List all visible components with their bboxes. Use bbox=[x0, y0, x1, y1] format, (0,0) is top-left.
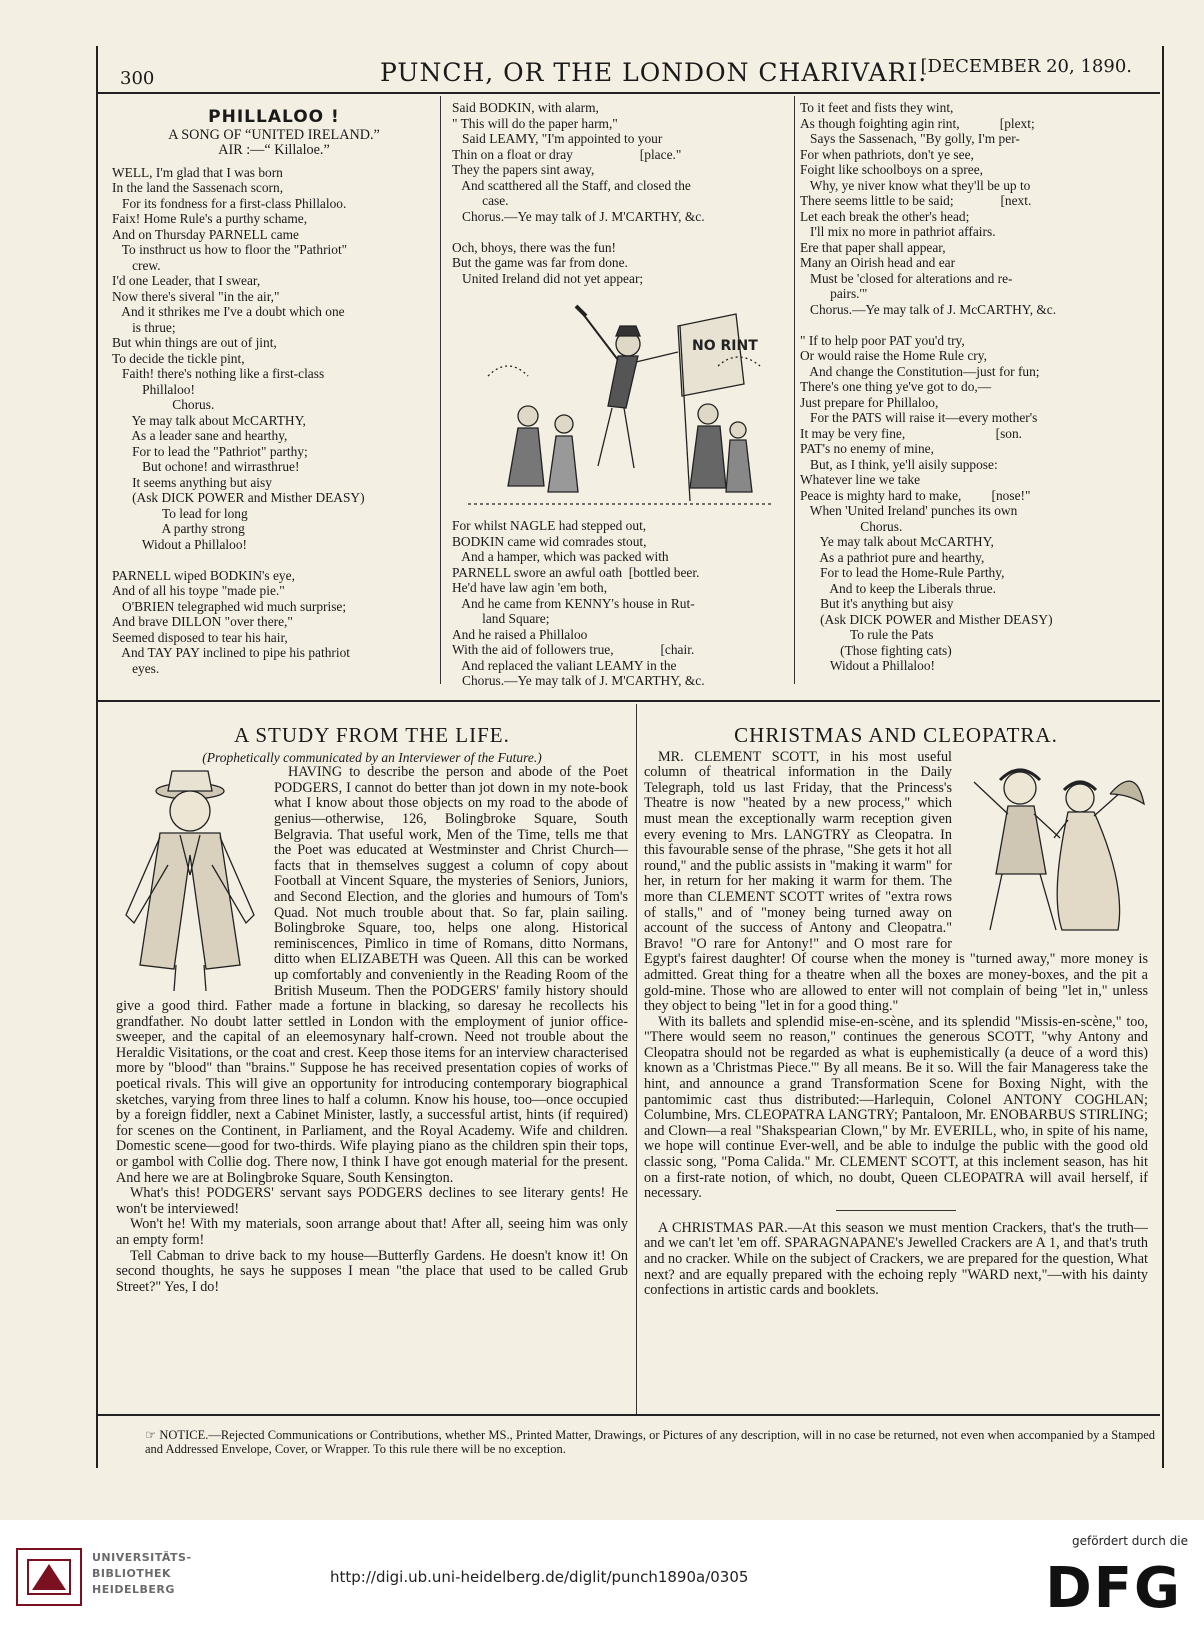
article-separator bbox=[836, 1210, 956, 1211]
library-name-line-3: HEIDELBERG bbox=[92, 1583, 175, 1596]
phillaloo-subtitle: A SONG OF “UNITED IRELAND.” bbox=[168, 126, 380, 143]
issue-date: [DECEMBER 20, 1890. bbox=[920, 56, 1132, 77]
study-title: A STUDY FROM THE LIFE. bbox=[234, 723, 510, 747]
library-name-line-1: UNIVERSITÄTS- bbox=[92, 1551, 192, 1564]
library-footer bbox=[0, 1520, 1204, 1638]
dfg-logo: DFG bbox=[1045, 1556, 1182, 1621]
section-rule bbox=[98, 700, 1160, 702]
phillaloo-verses-2b: For whilst NAGLE had stepped out, BODKIN came wid comrades stout, And a hamper, which was packed with PARNELL swore an awful oath [bottled beer. He'd have law agin 'em both, And he came from KENNY's house in Rut- land Square; And he raised a Phillaloo With the aid of followers true, [chair. And replaced the valiant LEAMY in the Chorus.—Ye may talk of J. M'CARTHY, &c. bbox=[452, 518, 705, 688]
study-article bbox=[116, 723, 628, 1295]
sponsor-label: gefördert durch die bbox=[1072, 1534, 1188, 1548]
header-rule bbox=[98, 92, 1160, 94]
page-number: 300 bbox=[120, 68, 155, 89]
permalink[interactable]: http://digi.ub.uni-heidelberg.de/diglit/punch1890a/0305 bbox=[330, 1568, 749, 1586]
christmas-paragraph-1: MR. CLEMENT SCOTT, in his most useful column of theatrical information in the Daily Telegraph, told us last Friday, that the Princess's Theatre is now "heated by a new process," which must mean the exceptionally warm reception given every evening to Mrs. LANGTRY as Cleopatra. In this favourable sense of the phrase, "She gets it hot all round," and the public assists in "making it warm" for her, in return for her making it warm for them. The more than CLEMENT SCOTT writes of "extra rows of stalls," and of "money being turned away on account of the success of Antony and Cleopatra." Bravo! "O rare for Antony!" and O most rare for Egypt's fairest daughter! Of course when the money is "turned away," more money is admitted. Great thing for a theatre when all the boxes are money-boxes, and the pit a gold-mine. Those who are allowed to enter will not complain of being "let in," unless they object to being "let in for a good thing." bbox=[644, 748, 1148, 1015]
phillaloo-verses-1: WELL, I'm glad that I was born In the land the Sassenach scorn, For its fondness for a first-class Phillaloo. Faix! Home Rule's a purthy schame, And on Thursday PARNELL came To insthruct us how to floor the "Pathriot" crew. I'd one Leader, that I swear, Now there's siveral "in the air," And it sthrikes me I've a doubt which one is thrue; But whin things are out of jint, To decide the tickle pint, Faith! there's nothing like a first-class Phillaloo! Chorus. Ye may talk about McCARTHY, As a leader sane and hearthy, For to lead the "Pathriot" parthy; But ochone! and wirrasthrue! It seems anything but aisy (Ask DICK POWER and Misther DEASY) To lead for long A parthy strong Widout a Phillaloo! PARNELL wiped BODKIN's eye, And of all his toype "made pie." O'BRIEN telegraphed wid much surprise; And brave DILLON "over there," Seemed disposed to tear his hair, And TAY PAY inclined to pipe his pathriot eyes. bbox=[112, 164, 365, 676]
study-paragraph-4: Tell Cabman to drive back to my house—Butterfly Gardens. He doesn't know it! On second thoughts, he says he supposes I mean "the place that used to be called Grub Street?" Yes, I do! bbox=[116, 1247, 628, 1295]
riot-illustration bbox=[468, 296, 772, 514]
footer-rule bbox=[98, 1414, 1160, 1416]
poet-illustration bbox=[116, 765, 264, 995]
study-paragraph-1: HAVING to describe the person and abode of the Poet PODGERS, I cannot do better than jot down in my note-book what I know about those objects on my road to the abode of genius—otherwise, 126, Bolingbroke Square, South Belgravia. That useful work, Men of the Time, tells me that the Poet was educated at Westminster and Christ Church—facts that in themselves suggest a column of copy about Football at Vincent Square, the mysteries of Seniors, Juniors, and Second Election, and the glories and humours of Tom's Quad. Not much trouble about that. So far, plain sailing. Bolingbroke Square, too, helps one along. Historical reminiscences, Pimlico in time of Romans, ditto Normans, ditto when ELIZABETH was Queen. All this can be worked up comfortably and conveniently in the Reading Room of the British Museum. Then the PODGERS' family history should give a good third. Father made a fortune in blacking, so daresay he recollects his grandfather. No doubt latter settled in London with the employment of junior office-sweeper, and the capital of an eleemosynary half-crown. Need not trouble about the Heraldic Visitations, or the coat and crest. Keep those items for an interview characterised more by "blood" than "brains." Suppose he has received presentation copies of works of poetical rivals. This will give an opportunity for introducing contemporary biographical sketches, varying from three lines to half a column. Know his house, too—once occupied by a foreign fiddler, next a Cabinet Minister, lastly, a successful artist, hints (if required) for scenes on the Continent, in Parliament, and the Royal Academy. Wife and children. Domestic scene—good for two-thirds. Wife playing piano as the children spin their tops, or gambol with Collie dog. There now, I think I have got enough material for the present. And here we are at Bolingbroke Square, South Kensington. bbox=[116, 764, 628, 1186]
christmas-paragraph-2: With its ballets and splendid mise-en-scène, and its splendid "Missis-en-scène," too, "There would seem no reason," continues the generous SCOTT, "why Antony and Cleopatra should not be regarded as what is euphemistically (a deuce of a word this) known as a 'Christmas Piece.'" By all means. Be it so. Will the fair Manageress take the hint, and announce a grand Transformation Scene for Boxing Night, with the pantomimic cast thus distributed:—Harlequin, Colonel ANTONY COGHLAN; Columbine, Mrs. CLEOPATRA LANGTRY; Pantaloon, Mr. ENOBARBUS STIRLING; and Clown—a real "Shakspearian Clown," by Mr. EVERILL, who, in spite of his name, we hope will continue Ever-well, and be able to indulge the public with the good old classic song, "Poma Calida." Mr. CLEMENT SCOTT, at this inclement season, has hit on a first-rate notion, of which, no doubt, Queen CLEOPATRA will avail herself, if necessary. bbox=[644, 1013, 1148, 1202]
phillaloo-verses-3: To it feet and fists they wint, As though foighting agin rint, [plext; Says the Sassenach, "By golly, I'm per- For when pathriots, don't ye see, Foight like schoolboys on a spree, Why, ye niver know what they'll be up to There seems little to be said; [next. Let each break the other's head; I'll mix no more in pathriot affairs. Ere that paper shall appear, Many an Oirish head and ear Must be 'closed for alterations and re- pairs.'" Chorus.—Ye may talk of J. McCARTHY, &c. " If to help poor PAT you'd try, Or would raise the Home Rule cry, And change the Constitution—just for fun; There's one thing ye've got to do,— Just prepare for Phillaloo, For the PATS will raise it—every mother's It may be very fine, [son. PAT's no enemy of mine, But, as I think, ye'll aisily suppose: Whatever line we take Peace is mighty hard to make, [nose!" When 'United Ireland' punches its own Chorus. Ye may talk about McCARTHY, As a pathriot pure and hearthy, For to lead the Home-Rule Parthy, And to keep the Liberals thrue. But it's anything but aisy (Ask DICK POWER and Misther DEASY) To rule the Pats (Those fighting cats) Widout a Phillaloo! bbox=[800, 100, 1057, 673]
phillaloo-verses-2a: Said BODKIN, with alarm, " This will do the paper harm," Said LEAMY, "I'm appointed to your Thin on a float or dray [place." They the papers sint away, And scatthered all the Staff, and closed the case. Chorus.—Ye may talk of J. M'CARTHY, &c. Och, bhoys, there was the fun! But the game was far from done. United Ireland did not yet appear; bbox=[452, 100, 705, 286]
column-divider bbox=[440, 96, 441, 684]
study-subtitle: (Prophetically communicated by an Interviewer of the Future.) bbox=[202, 749, 542, 765]
library-name-line-2: BIBLIOTHEK bbox=[92, 1567, 172, 1580]
page-header bbox=[110, 56, 1150, 92]
university-seal-icon bbox=[16, 1548, 82, 1606]
phillaloo-column-2 bbox=[452, 100, 790, 286]
phillaloo-column-1 bbox=[112, 106, 436, 676]
notice: ☞ NOTICE.—Rejected Communications or Contributions, whether MS., Printed Matter, Drawings, or Pictures of any description, will in no case be returned, not even when accompanied by a Stamped and Addressed Envelope, Cover, or Wrapper. To this rule there will be no exception. bbox=[145, 1428, 1155, 1456]
sign-text: NO RINT bbox=[692, 338, 758, 354]
study-paragraph-3: Won't he! With my materials, soon arrange about that! After all, seeing him was only an empty form! bbox=[116, 1216, 628, 1248]
library-name bbox=[92, 1550, 192, 1598]
publication-title: PUNCH, OR THE LONDON CHARIVARI. bbox=[380, 58, 928, 87]
section-divider bbox=[636, 704, 637, 1414]
cleopatra-illustration bbox=[960, 754, 1148, 936]
christmas-article bbox=[644, 723, 1148, 1299]
study-paragraph-2: What's this! PODGERS' servant says PODGERS declines to see literary gents! He won't be interviewed! bbox=[116, 1185, 628, 1217]
phillaloo-title: PHILLALOO ! bbox=[208, 107, 340, 127]
phillaloo-column-3 bbox=[800, 100, 1150, 674]
phillaloo-air: AIR :—“ Killaloe.” bbox=[218, 142, 330, 159]
column-divider bbox=[794, 96, 795, 684]
christmas-paragraph-3: A CHRISTMAS PAR.—At this season we must mention Crackers, that's the truth—and we can't let 'em off. SPARAGNAPANE's Jewelled Crackers are A 1, and that's truth and no cracker. While on the subject of Crackers, we are prepared for the question, What next? and are equally prepared with the echoing reply "WARD next,"—with his dainty confections in artistic cards and booklets. bbox=[644, 1219, 1148, 1299]
phillaloo-column-2b bbox=[452, 518, 790, 689]
christmas-title: CHRISTMAS AND CLEOPATRA. bbox=[734, 723, 1058, 747]
